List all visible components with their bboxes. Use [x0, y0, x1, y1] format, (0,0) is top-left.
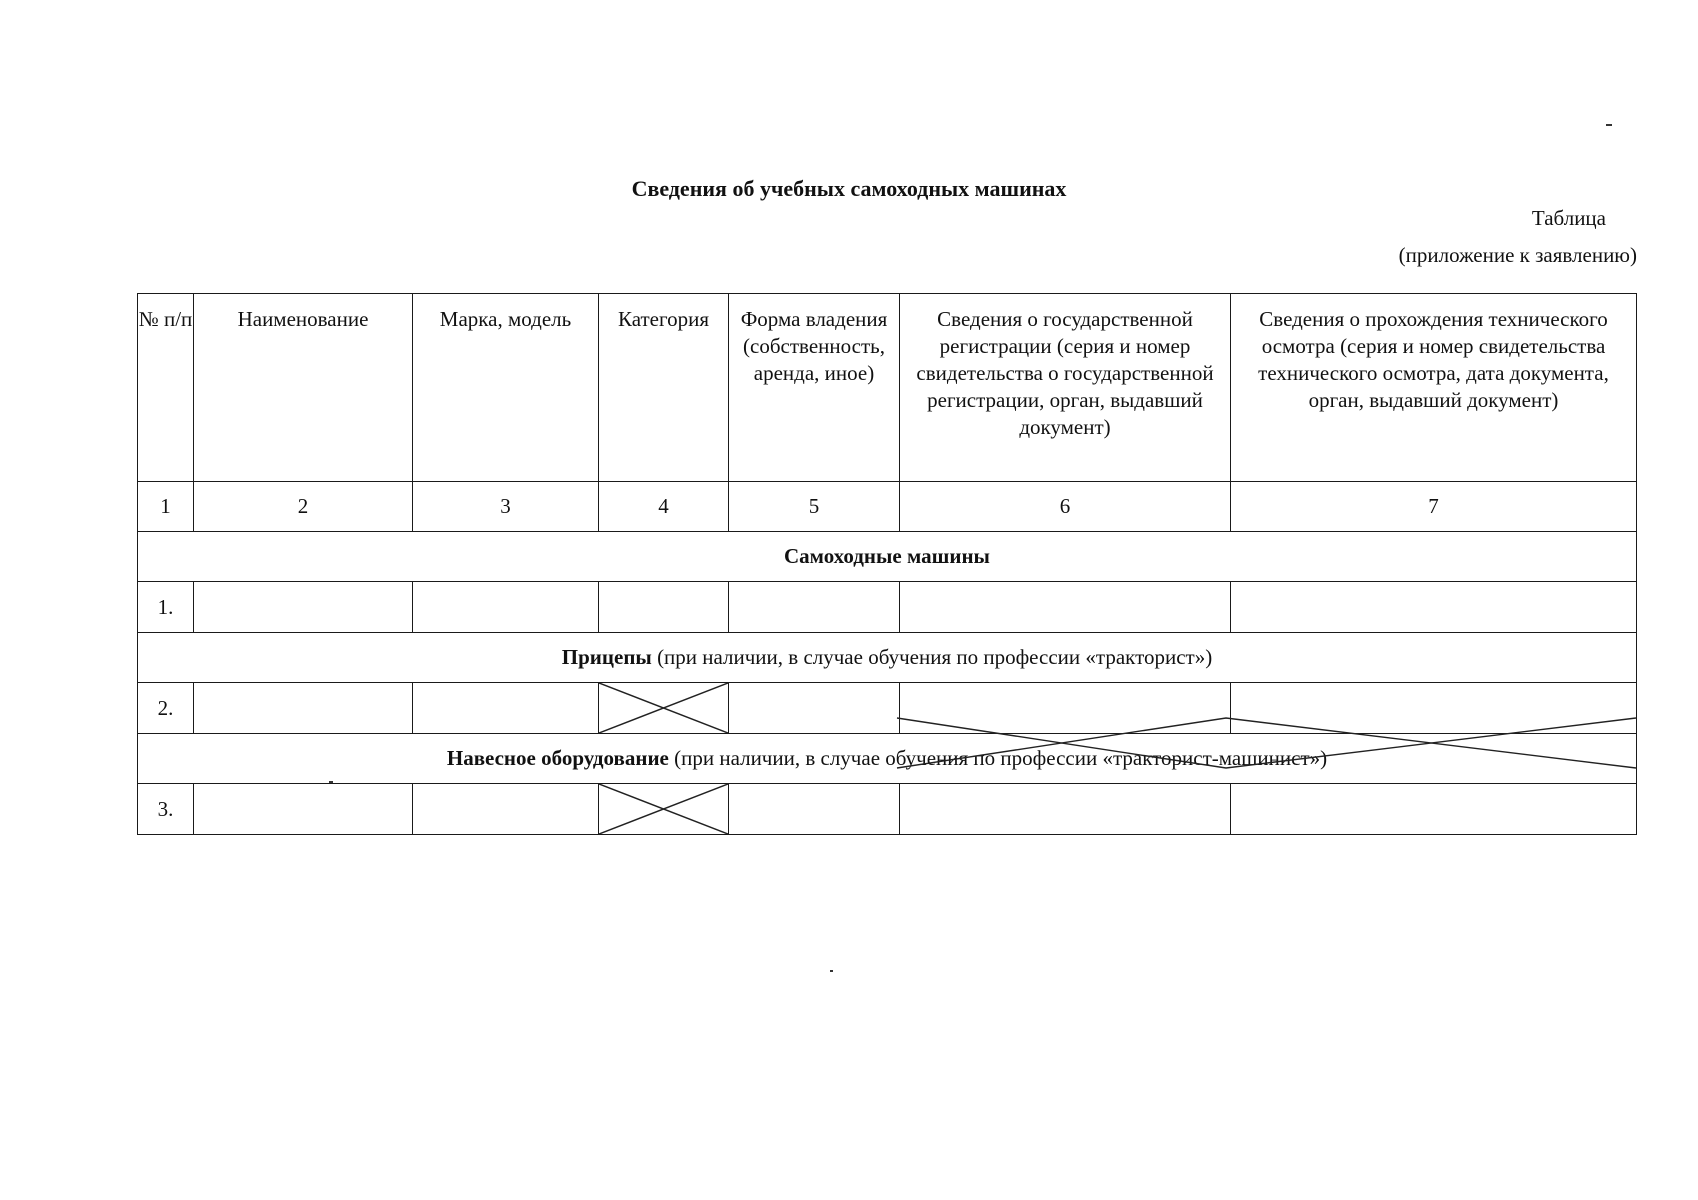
crossed-out-cell [599, 784, 729, 835]
empty-cell [413, 683, 599, 734]
section-heading-note: (при наличии, в случае обучения по профессии «тракторист») [651, 645, 1213, 669]
scan-speck [329, 781, 333, 783]
header-cell: Наименование [194, 294, 413, 482]
scan-speck [830, 970, 833, 972]
section-heading-bold: Навесное оборудование [446, 746, 669, 770]
empty-cell [1231, 582, 1637, 633]
section-heading-bold: Самоходные машины [784, 544, 990, 568]
header-cell: Категория [599, 294, 729, 482]
column-number: 2 [194, 482, 413, 532]
column-number: 6 [900, 482, 1231, 532]
header-row [138, 294, 1637, 482]
crossed-out-cell [1231, 683, 1637, 734]
header-cell: Марка, модель [413, 294, 599, 482]
empty-cell [413, 582, 599, 633]
empty-cell [1231, 784, 1637, 835]
section-heading-row [138, 633, 1637, 683]
column-number: 5 [729, 482, 900, 532]
section-heading [138, 532, 1637, 582]
cross-out-mark [599, 784, 728, 834]
row-number: 2. [138, 683, 194, 734]
section-heading [138, 734, 1637, 784]
empty-cell [900, 582, 1231, 633]
crossed-out-cell [599, 683, 729, 734]
empty-cell [194, 784, 413, 835]
document-title: Сведения об учебных самоходных машинах [631, 176, 1067, 201]
empty-cell [413, 784, 599, 835]
header-cell: Сведения о государственной регистрации (серия и номер свидетельства о государственной регистрации, орган, выдавший документ) [900, 294, 1231, 482]
table-label: Таблица [1531, 206, 1606, 230]
table-row [138, 784, 1637, 835]
table-row [138, 582, 1637, 633]
empty-cell [599, 582, 729, 633]
table-row [138, 683, 1637, 734]
column-number: 1 [138, 482, 194, 532]
column-number: 4 [599, 482, 729, 532]
header-cell: Сведения о прохождения технического осмотра (серия и номер свидетельства технического осмотра, дата документа, орган, выдавший документ) [1231, 294, 1637, 482]
column-number: 3 [413, 482, 599, 532]
column-number-row [138, 482, 1637, 532]
table-subtitle: (приложение к заявлению) [1398, 243, 1637, 267]
empty-cell [729, 784, 900, 835]
crossed-out-cell [900, 683, 1231, 734]
scan-speck [1606, 124, 1612, 126]
empty-cell [900, 784, 1231, 835]
machines-table [137, 293, 1637, 835]
section-heading [138, 633, 1637, 683]
empty-cell [194, 683, 413, 734]
empty-cell [729, 683, 900, 734]
cross-out-mark [599, 683, 728, 733]
section-heading-row [138, 532, 1637, 582]
empty-cell [729, 582, 900, 633]
empty-cell [194, 582, 413, 633]
row-number: 3. [138, 784, 194, 835]
section-heading-bold: Прицепы [561, 645, 652, 669]
row-number: 1. [138, 582, 194, 633]
header-cell: Форма владения (собственность, аренда, иное) [729, 294, 900, 482]
column-number: 7 [1231, 482, 1637, 532]
section-heading-row [138, 734, 1637, 784]
section-heading-note: (при наличии, в случае обучения по профессии «тракторист-машинист») [668, 746, 1328, 770]
header-cell: № п/п [138, 294, 194, 482]
